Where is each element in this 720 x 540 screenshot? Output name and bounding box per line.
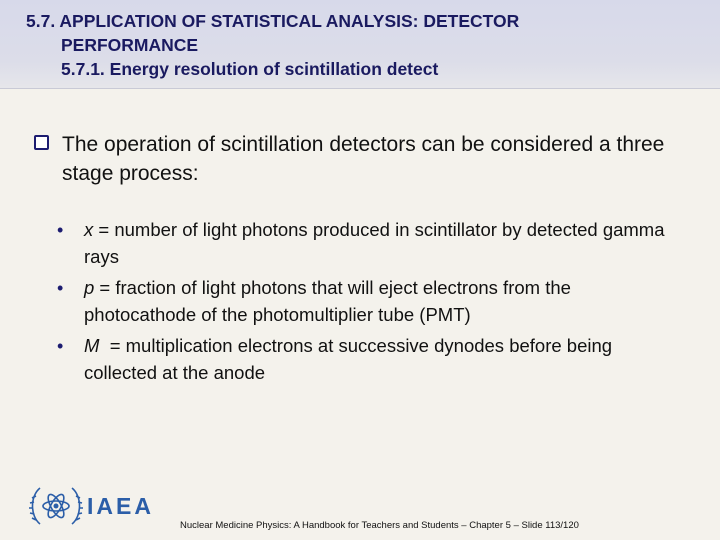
bullet-dot-icon: • <box>57 278 64 298</box>
main-bullet-text: The operation of scintillation detectors can be considered a three stage process: <box>62 133 665 185</box>
slide-header <box>0 0 720 89</box>
main-bullet <box>34 130 694 188</box>
checkbox-bullet-icon <box>34 135 49 150</box>
variable-symbol: x <box>84 219 94 240</box>
list-item-text: = fraction of light photons that will eject electrons from the photocathode of the photomultiplier tube (PMT) <box>84 277 571 325</box>
slide-title <box>26 9 519 81</box>
sub-bullet-list <box>57 217 684 391</box>
list-item <box>57 333 684 386</box>
iaea-logo-text: IAEA <box>87 493 154 519</box>
list-item <box>57 217 684 270</box>
title-line-3: 5.7.1. Energy resolution of scintillation detect <box>61 59 439 79</box>
slide-footer-caption: Nuclear Medicine Physics: A Handbook for Teachers and Students – Chapter 5 – Slide 113/120 <box>180 520 579 531</box>
list-item-text: = multiplication electrons at successive dynodes before being collected at the anode <box>84 335 618 383</box>
variable-symbol: M <box>84 335 100 356</box>
un-emblem-icon <box>26 480 86 532</box>
list-item <box>57 275 684 328</box>
title-line-2: PERFORMANCE <box>61 35 199 55</box>
bullet-dot-icon: • <box>57 336 64 356</box>
variable-symbol: p <box>84 277 95 298</box>
list-item-text: = number of light photons produced in scintillator by detected gamma rays <box>84 219 665 267</box>
title-line-1: 5.7. APPLICATION OF STATISTICAL ANALYSIS: DETECTOR <box>26 11 520 31</box>
bullet-dot-icon: • <box>57 220 64 240</box>
